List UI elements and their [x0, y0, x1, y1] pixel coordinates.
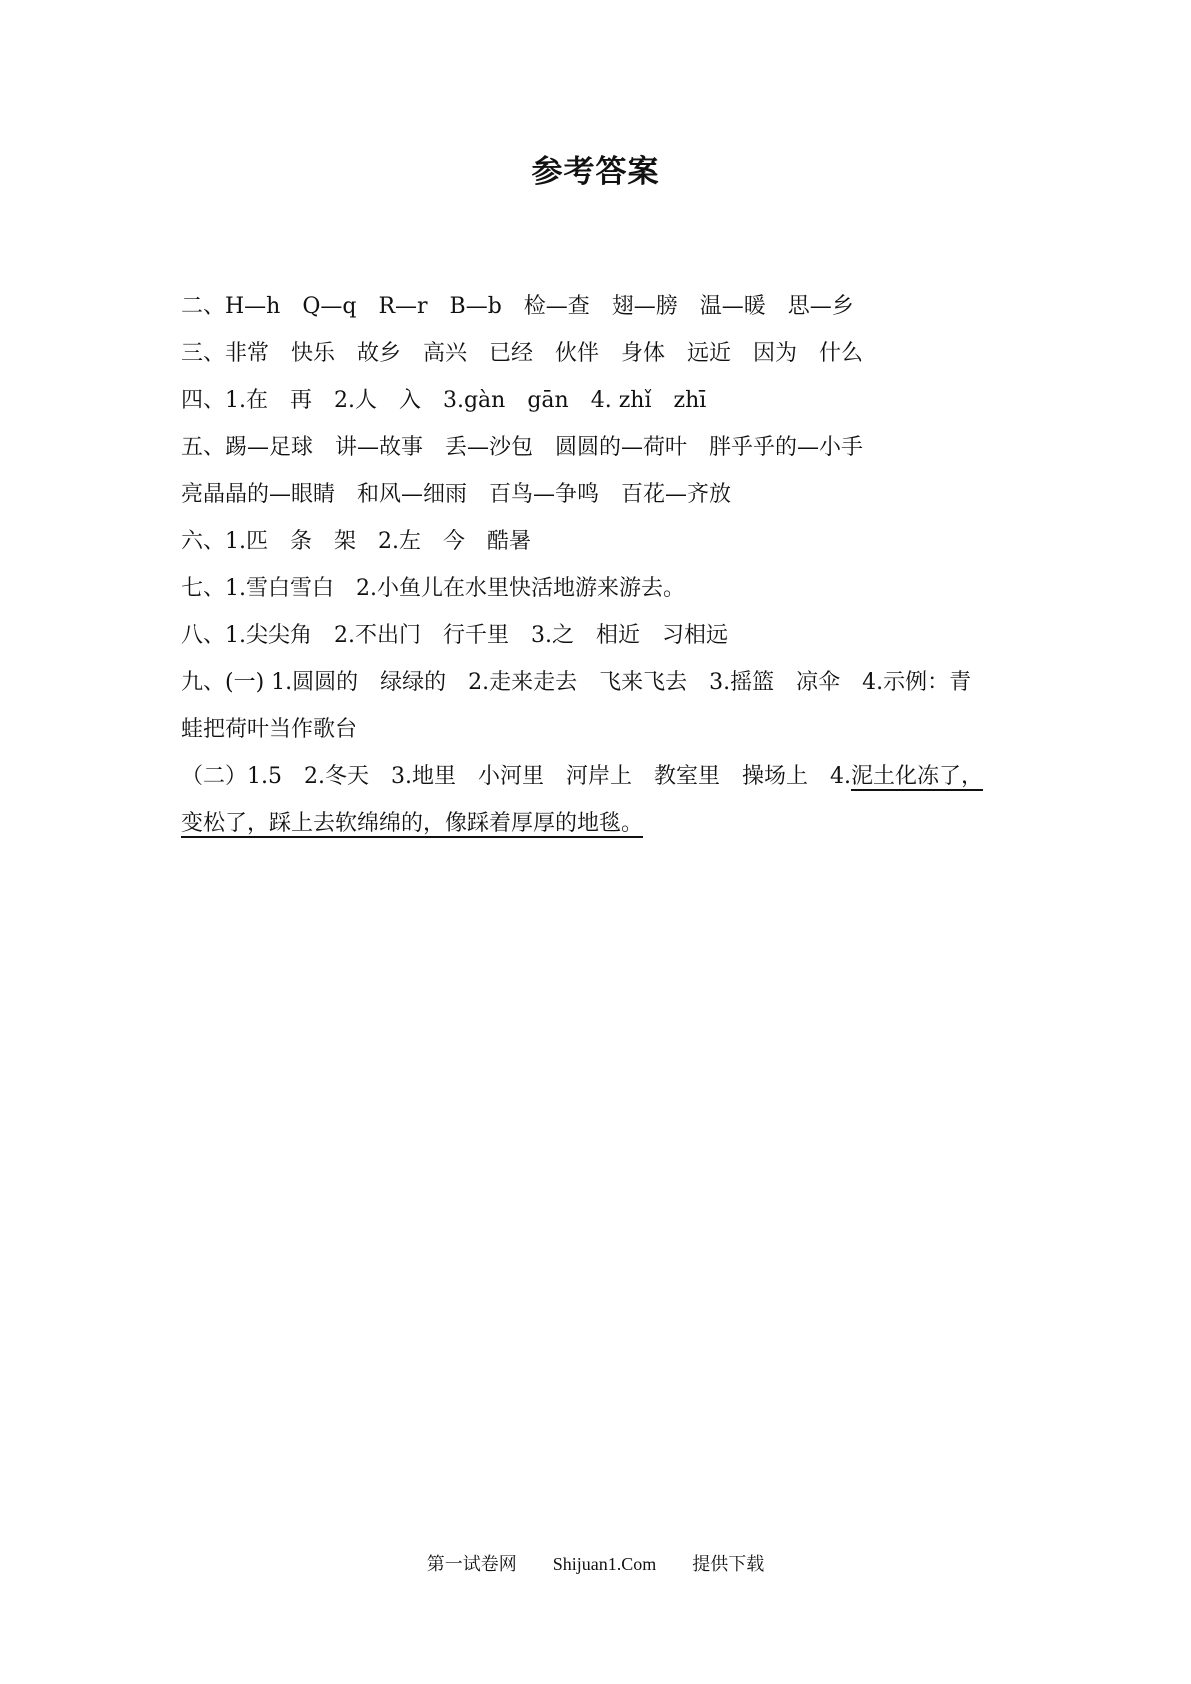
answer-text: 八、1.尖尖角 2.不出门 行千里 3.之 相近 习相远 [181, 623, 728, 648]
answer-text: 七、1.雪白雪白 2.小鱼儿在水里快活地游来游去。 [181, 576, 685, 601]
answer-line-9-part-2-continued [181, 805, 1061, 852]
answer-line-7 [181, 570, 1061, 617]
answer-text: 四、1.在 再 2.人 入 3.gàn gān 4. zhǐ zhī [181, 388, 707, 413]
answer-line-8 [181, 617, 1061, 664]
answer-text: 六、1.匹 条 架 2.左 今 酷暑 [181, 529, 531, 554]
answer-line-2 [181, 288, 1061, 335]
answer-line-3 [181, 335, 1061, 382]
answer-text: 九、(一) 1.圆圆的 绿绿的 2.走来走去 飞来飞去 3.摇篮 凉伞 4.示例：青 [181, 670, 972, 695]
answer-line-9-continued [181, 711, 1061, 758]
page-title: 参考答案 [531, 154, 660, 190]
answer-text: 蛙把荷叶当作歌台 [181, 717, 358, 742]
answer-text: 二、H—h Q—q R—r B—b 检—查 翅—膀 温—暖 思—乡 [181, 294, 854, 319]
answer-line-5-continued [181, 476, 1061, 523]
answer-text: （二）1.5 2.冬天 3.地里 小河里 河岸上 教室里 操场上 4. [181, 764, 851, 789]
answer-line-4 [181, 382, 1061, 429]
underlined-answer: 变松了，踩上去软绵绵的，像踩着厚厚的地毯。 [181, 811, 644, 836]
answer-line-6 [181, 523, 1061, 570]
answer-list [181, 288, 1061, 852]
answer-text: 三、非常 快乐 故乡 高兴 已经 伙伴 身体 远近 因为 什么 [181, 341, 864, 366]
answer-line-9 [181, 664, 1061, 711]
underlined-answer: 泥土化冻了， [850, 764, 983, 789]
answer-line-9-part-2 [181, 758, 1061, 805]
page-footer: 第一试卷网 Shijuan1.Com 提供下载 [426, 1554, 765, 1574]
answer-text: 亮晶晶的—眼睛 和风—细雨 百鸟—争鸣 百花—齐放 [181, 482, 732, 507]
answer-text: 五、踢—足球 讲—故事 丢—沙包 圆圆的—荷叶 胖乎乎的—小手 [181, 435, 864, 460]
answer-line-5 [181, 429, 1061, 476]
